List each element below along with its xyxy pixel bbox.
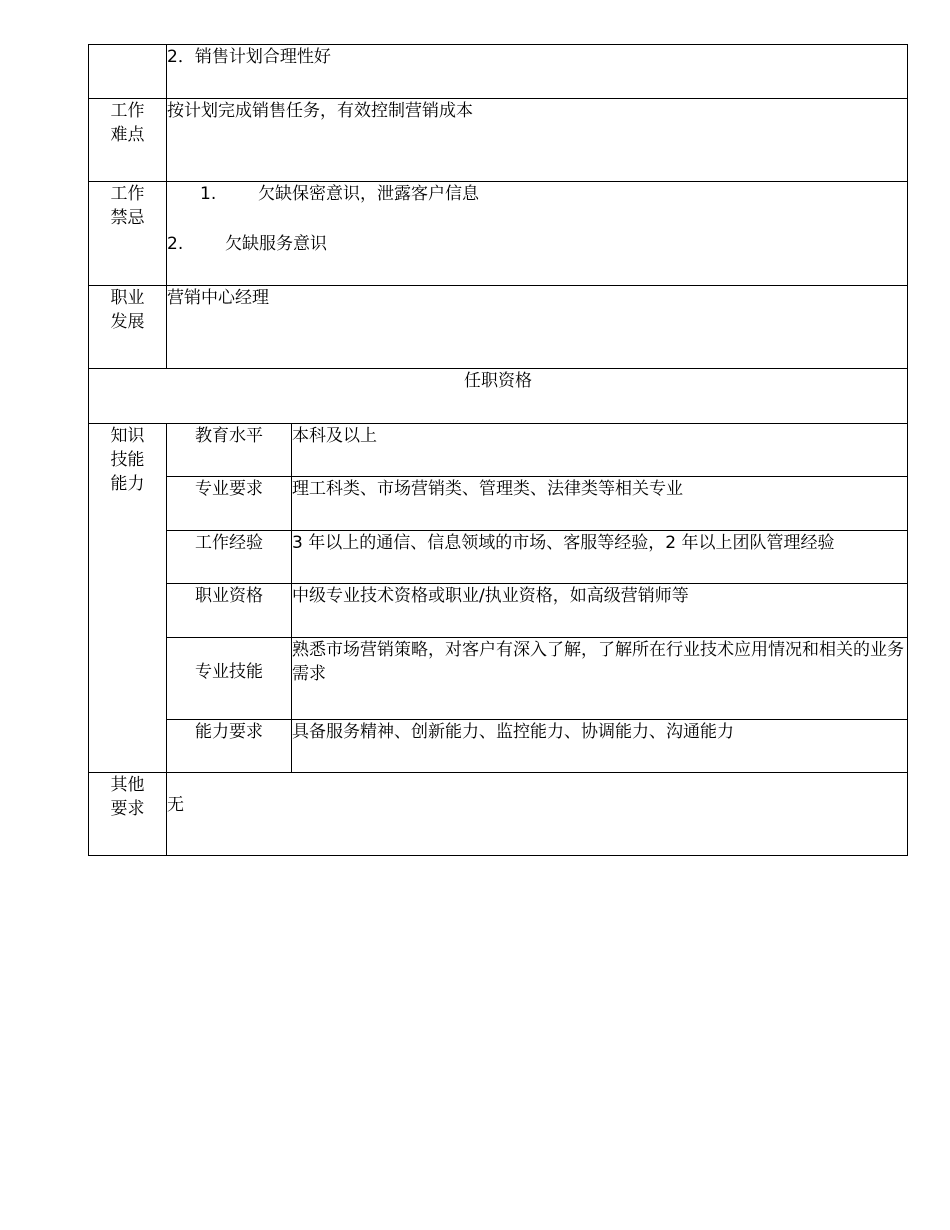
item-value: 熟悉市场营销策略，对客户有深入了解，了解所在行业技术应用情况和相关的业务需求: [292, 638, 908, 720]
table-row: [89, 477, 908, 531]
item-name: 工作经验: [167, 531, 292, 584]
career-label: 职业 发展: [89, 286, 167, 369]
empty-label-cell: [89, 45, 167, 99]
item-value: 中级专业技术资格或职业/执业资格，如高级营销师等: [292, 584, 908, 638]
row-other: [89, 773, 908, 856]
table-row: [89, 424, 908, 477]
section-title: 任职资格: [89, 369, 908, 424]
item-name: 专业要求: [167, 477, 292, 531]
taboo-label: 工作 禁忌: [89, 182, 167, 286]
job-description-table: [88, 44, 908, 856]
plan-text: 2．销售计划合理性好: [167, 45, 908, 99]
row-difficulty: [89, 99, 908, 182]
row-taboo: [89, 182, 908, 286]
row-career: [89, 286, 908, 369]
row-qualifications-title: [89, 369, 908, 424]
table-row: [89, 531, 908, 584]
item-name: 能力要求: [167, 720, 292, 773]
difficulty-label: 工作 难点: [89, 99, 167, 182]
list-item: 2. 欠缺服务意识: [167, 234, 327, 254]
career-text: 营销中心经理: [167, 286, 908, 369]
item-value: 3 年以上的通信、信息领域的市场、客服等经验，2 年以上团队管理经验: [292, 531, 908, 584]
item-value: 本科及以上: [292, 424, 908, 477]
item-name: 教育水平: [167, 424, 292, 477]
taboo-list: [167, 182, 908, 286]
item-name: 职业资格: [167, 584, 292, 638]
table-row: [89, 638, 908, 720]
knowledge-label: 知识 技能 能力: [89, 424, 167, 773]
list-item: 1. 欠缺保密意识，泄露客户信息: [200, 184, 479, 204]
table-row: [89, 584, 908, 638]
item-value: 具备服务精神、创新能力、监控能力、协调能力、沟通能力: [292, 720, 908, 773]
difficulty-text: 按计划完成销售任务，有效控制营销成本: [167, 99, 908, 182]
item-value: 理工科类、市场营销类、管理类、法律类等相关专业: [292, 477, 908, 531]
table-row: [89, 720, 908, 773]
row-plan: [89, 45, 908, 99]
other-label: 其他 要求: [89, 773, 167, 856]
item-name: 专业技能: [167, 638, 292, 720]
other-text: 无: [167, 773, 908, 856]
